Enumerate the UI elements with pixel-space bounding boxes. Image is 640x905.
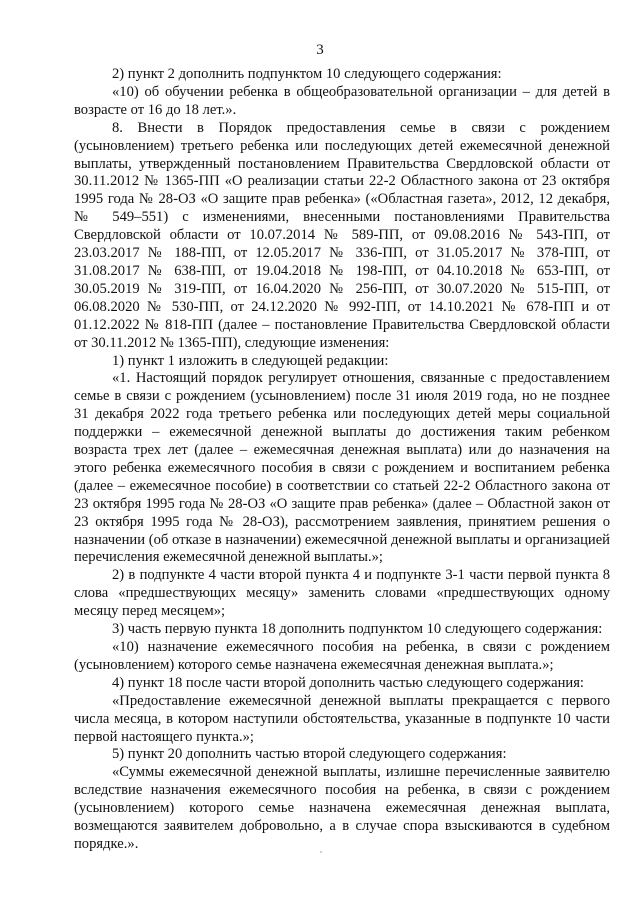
document-body: [74, 66, 610, 854]
paragraph-quote-termination: «Предоставление ежемесячной денежной выплаты прекращается с первого числа месяца, в котором наступили обстоятельства, указанные в подпункте 10 части первой настоящего пункта.»;: [74, 692, 610, 745]
paragraph-quote-refund: «Суммы ежемесячной денежной выплаты, излишне перечисленные заявителю вследствие назначения ежемесячного пособия на ребенка, в связи с рождением (усыновлением) которого семье назначена ежемесячная денежная выплата, возмещаются заявителем добровольно, а в случае спора взыскиваются в судебном порядке.».: [74, 764, 610, 852]
paragraph-change-5: 5) пункт 20 дополнить частью второй следующего содержания:: [112, 746, 507, 763]
paragraph-change-4: 4) пункт 18 после части второй дополнить частью следующего содержания:: [112, 674, 584, 691]
paragraph-amendment-2: 2) пункт 2 дополнить подпунктом 10 следующего содержания:: [112, 66, 502, 82]
paragraph-quote-subpoint-10: «10) об обучении ребенка в общеобразовательной организации – для детей в возрасте от 16 до 18 лет.».: [74, 83, 610, 118]
paragraph-quote-point-1: «1. Настоящий порядок регулирует отношения, связанные с предоставлением семье в связи с рождением (усыновлением) после 31 июля 2019 года, но не позднее 31 декабря 2022 года третьего ребенка или последующих детей меры социальной поддержки – ежемесячной денежной выплаты до достижения таким ребенком возраста трех лет (далее – ежемесячная денежная выплата) или до назначения на этого ребенка ежемесячного пособия в связи с рождением и воспитанием ребенка (далее – ежемесячное пособие) в соответствии со статьей 22-2 Областного закона от 23 октября 1995 года № 28-ОЗ «О защите прав ребенка» (далее – Областной закон от 23 октября 1995 года № 28-ОЗ), рассмотрением заявления, принятием решения о назначении (об отказе в назначении) ежемесячной денежной выплаты и организацией перечисления ежемесячной денежной выплаты.»;: [74, 370, 610, 566]
paragraph-change-3: 3) часть первую пункта 18 дополнить подпунктом 10 следующего содержания:: [112, 621, 603, 638]
page-number: 3: [316, 42, 324, 58]
paragraph-change-1: 1) пункт 1 изложить в следующей редакции:: [112, 352, 389, 369]
paragraph-change-2: 2) в подпункте 4 части второй пункта 4 и подпункте 3-1 части первой пункта 8 слова «предшествующих месяцу» заменить словами «предшествующих одному месяцу перед месяцем»;: [74, 567, 610, 620]
paragraph-quote-subpoint-10-benefit: «10) назначение ежемесячного пособия на ребенка, в связи с рождением (усыновлением) которого семье назначена ежемесячная денежная выплата.»;: [74, 639, 610, 673]
scan-speck: [320, 851, 322, 853]
paragraph-section-8: 8. Внести в Порядок предоставления семье в связи с рождением (усыновлением) третьего ребенка или последующих детей ежемесячной денежной выплаты, утвержденный постановлением Правительства Свердловской области от 30.11.2012 № 1365-ПП «О реализации статьи 22-2 Областного закона от 23 октября 1995 года № 28-ОЗ «О защите прав ребенка» («Областная газета», 2012, 12 декабря, № 549–551) с изменениями, внесенными постановлениями Правительства Свердловской области от 10.07.2014 № 589-ПП, от 09.08.2016 № 543-ПП, от 23.03.2017 № 188-ПП, от 12.05.2017 № 336-ПП, от 31.05.2017 № 378-ПП, от 31.08.2017 № 638-ПП, от 19.04.2018 № 198-ПП, от 04.10.2018 № 653-ПП, от 30.05.2019 № 319-ПП, от 16.04.2020 № 256-ПП, от 30.07.2020 № 515-ПП, от 06.08.2020 № 530-ПП, от 24.12.2020 № 992-ПП, от 14.10.2021 № 678-ПП и от 01.12.2022 № 818-ПП (далее – постановление Правительства Свердловской области от 30.11.2012 № 1365-ПП), следующие изменения:: [74, 119, 610, 351]
